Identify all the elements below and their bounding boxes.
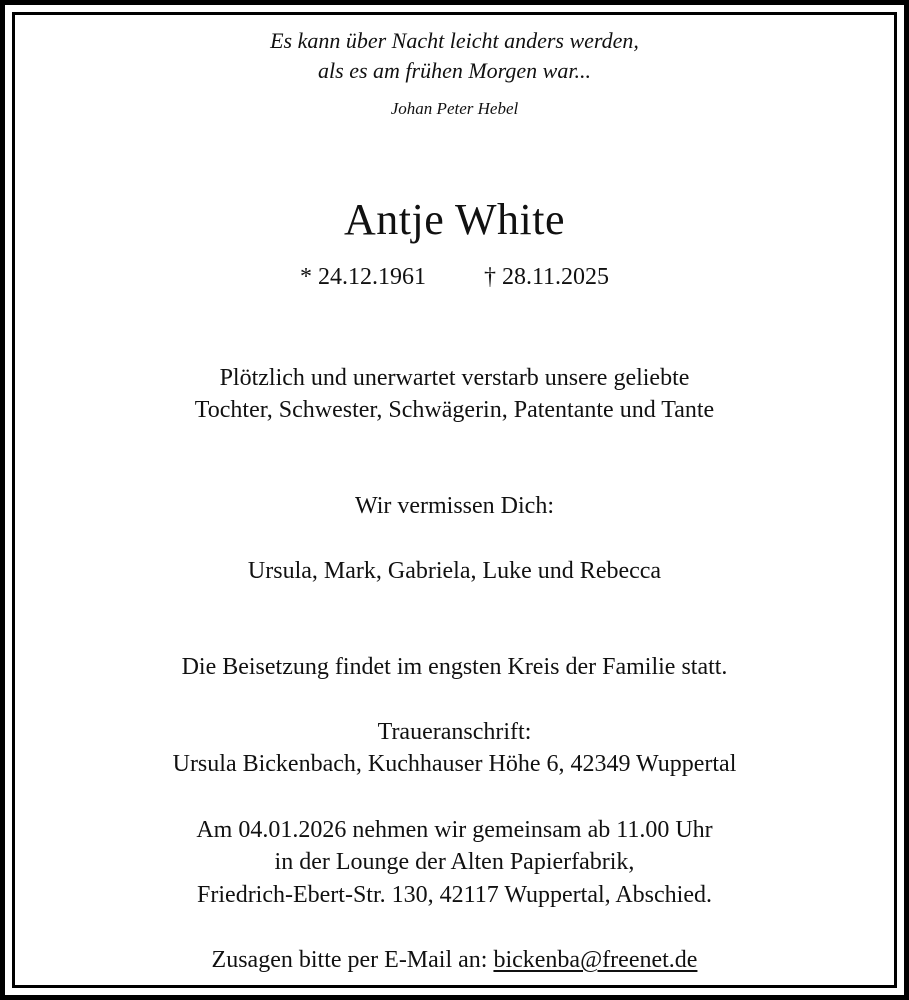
death-date: 28.11.2025	[501, 264, 610, 290]
burial-note: Die Beisetzung findet im engsten Kreis der Familie statt.	[181, 654, 728, 680]
quote-line-1: Es kann über Nacht leicht anders werden,	[270, 28, 639, 53]
deceased-name: Antje White	[344, 195, 565, 244]
mourners-intro: Wir vermissen Dich:	[355, 493, 554, 519]
farewell-line-2: in der Lounge der Alten Papierfabrik,	[274, 849, 635, 875]
rsvp-line	[0, 948, 909, 972]
life-dates	[0, 265, 909, 289]
mourning-address: Ursula Bickenbach, Kuchhauser Höhe 6, 42349 Wuppertal	[172, 751, 737, 777]
quote-line-2: als es am frühen Morgen war...	[318, 58, 591, 83]
announcement-line-2: Tochter, Schwester, Schwägerin, Patentante und Tante	[194, 397, 715, 423]
birth-date: 24.12.1961	[317, 264, 426, 290]
rsvp-email-link[interactable]: bickenba@freenet.de	[493, 947, 698, 973]
farewell-line-3: Friedrich-Ebert-Str. 130, 42117 Wuppertal, Abschied.	[197, 882, 712, 908]
farewell-line-1: Am 04.01.2026 nehmen wir gemeinsam ab 11.00 Uhr	[196, 817, 713, 843]
rsvp-prefix: Zusagen bitte per E-Mail an:	[211, 947, 494, 973]
quote-author: Johan Peter Hebel	[390, 99, 519, 118]
announcement-line-1: Plötzlich und unerwartet verstarb unsere geliebte	[219, 365, 690, 391]
death-cross-icon: †	[483, 264, 496, 290]
birth-star-icon: *	[299, 264, 312, 290]
mourners-names: Ursula, Mark, Gabriela, Luke und Rebecca	[247, 558, 662, 584]
mourning-address-label: Traueranschrift:	[377, 719, 532, 745]
